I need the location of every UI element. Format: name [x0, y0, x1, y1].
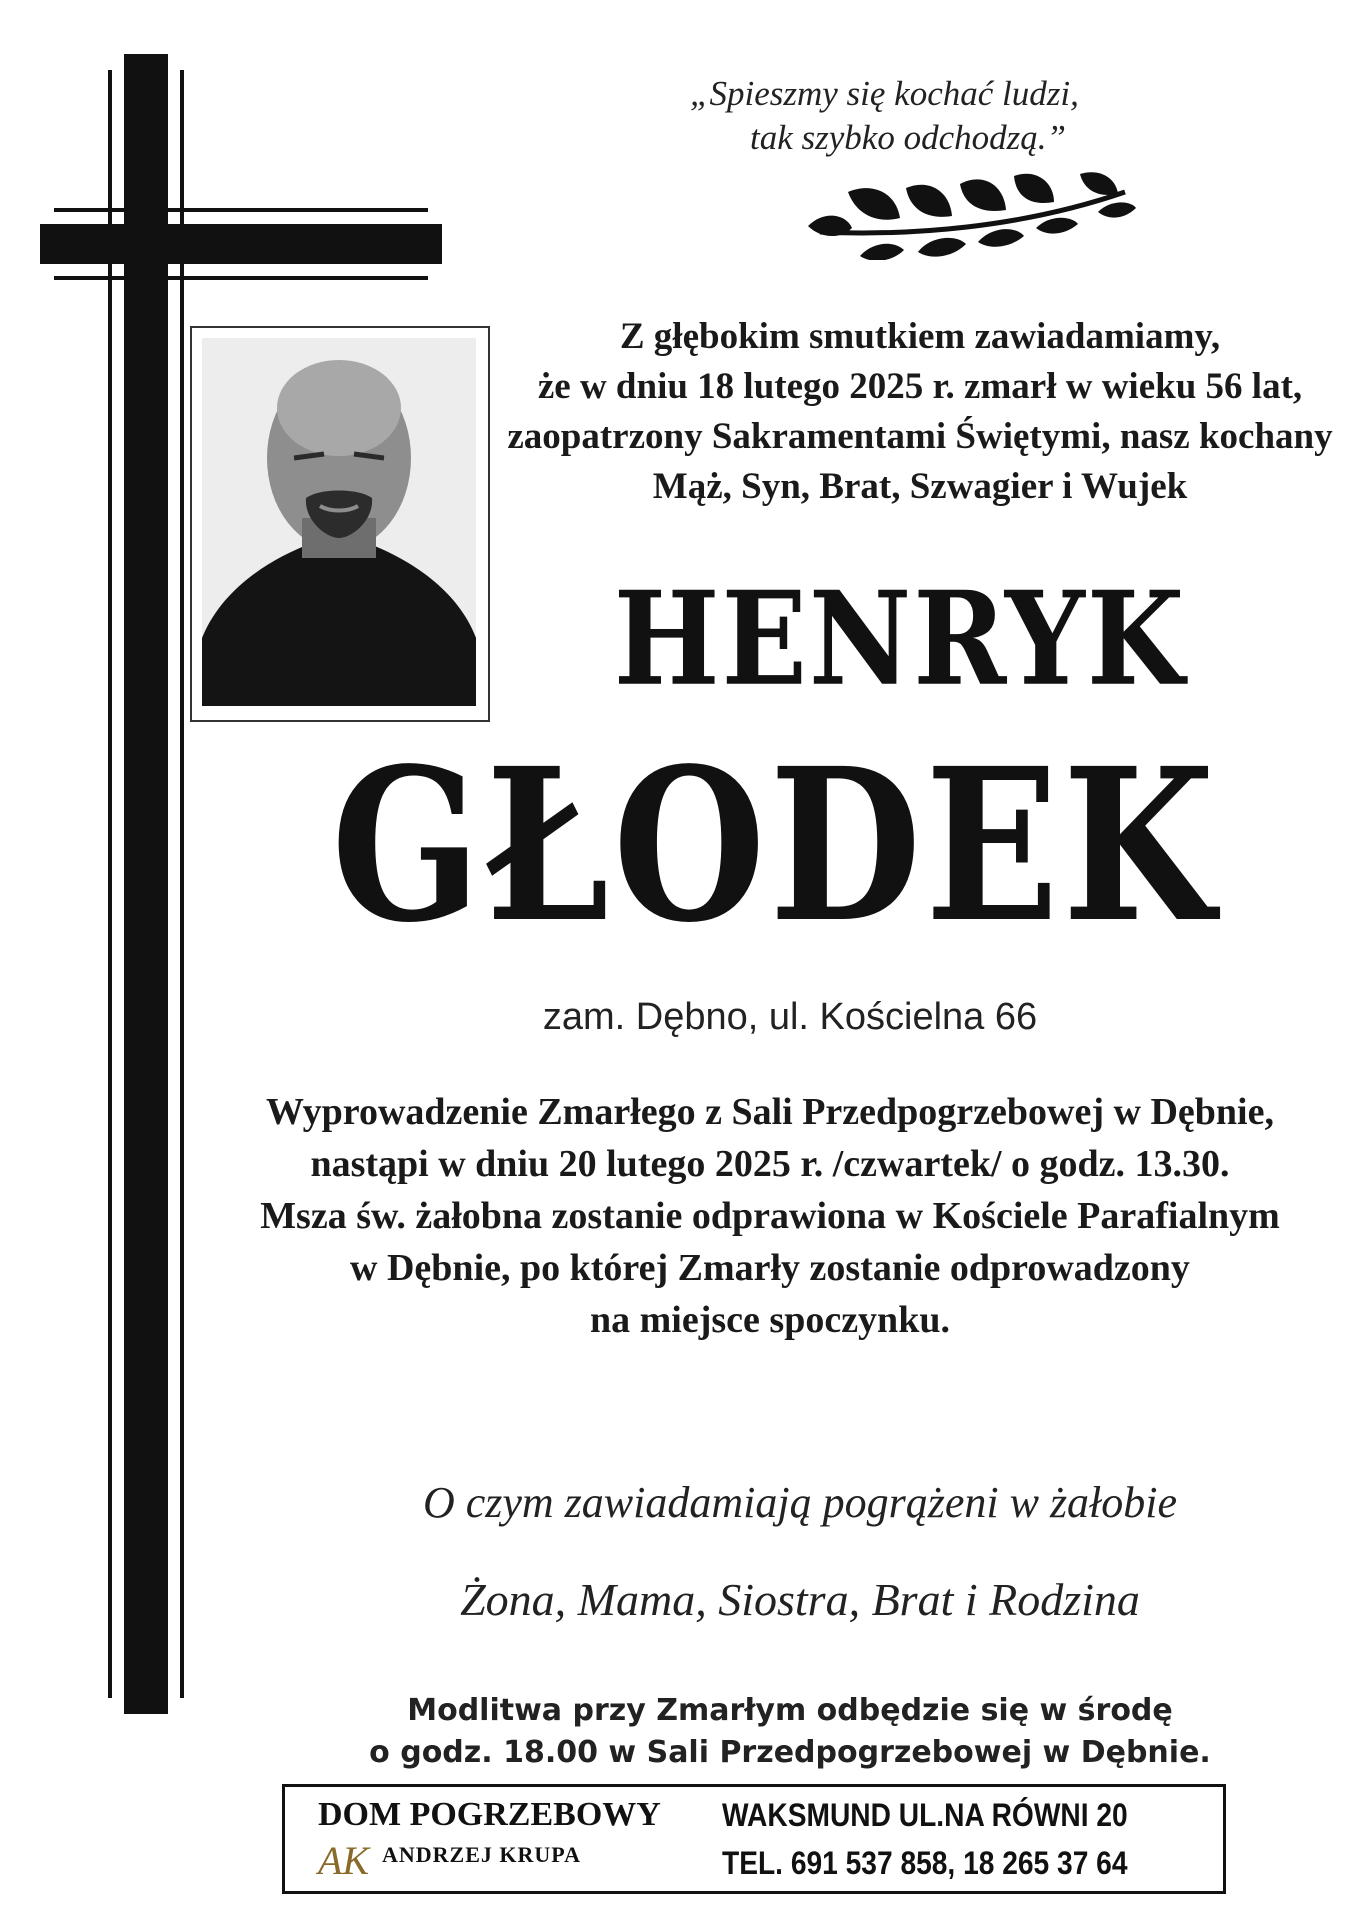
announcement: [490, 312, 1350, 512]
prayer-line-2: o godz. 18.00 w Sali Przedpogrzebowej w Dębnie.: [369, 1735, 1211, 1770]
cross-horizontal-beam: [40, 224, 442, 264]
announcement-line-3: zaopatrzony Sakramentami Świętymi, nasz kochany: [507, 416, 1333, 457]
announcement-line-2: że w dniu 18 lutego 2025 r. zmarł w wieku 56 lat,: [537, 366, 1303, 407]
funeral-line-5: na miejsce spoczynku.: [590, 1299, 950, 1341]
quote: [690, 72, 1250, 160]
ak-monogram-icon: [316, 1836, 380, 1884]
cross-vertical-beam: [124, 54, 168, 1714]
funeral-home-name: DOM POGRZEBOWY: [318, 1796, 661, 1833]
cross-vertical-outline-left: [108, 70, 112, 1698]
deceased-address: zam. Dębno, ul. Kościelna 66: [542, 996, 1038, 1038]
announcement-line-4: Mąż, Syn, Brat, Szwagier i Wujek: [652, 466, 1188, 507]
funeral-home-address: WAKSMUND UL.NA RÓWNI 20: [722, 1797, 1128, 1833]
funeral-details: [190, 1086, 1350, 1346]
funeral-line-3: Msza św. żałobna zostanie odprawiona w Kościele Parafialnym: [260, 1195, 1280, 1237]
family-line: Żona, Mama, Siostra, Brat i Rodzina: [460, 1574, 1140, 1625]
portrait-icon: [202, 338, 476, 706]
funeral-line-2: nastąpi w dniu 20 lutego 2025 r. /czwartek/ o godz. 13.30.: [310, 1143, 1230, 1185]
quote-line-1: „Spieszmy się kochać ludzi,: [690, 74, 1079, 113]
cross-horizontal-outline-bottom: [54, 276, 428, 280]
portrait-photo: [202, 338, 476, 706]
deceased-last-name: GŁODEK: [331, 723, 1219, 970]
cross-horizontal-outline-top: [54, 208, 428, 212]
prayer-line-1: Modlitwa przy Zmarłym odbędzie się w środę: [407, 1693, 1173, 1728]
funeral-home-phone: TEL. 691 537 858, 18 265 37 64: [722, 1845, 1128, 1881]
laurel-branch-icon: [800, 170, 1140, 260]
deceased-first-name: HENRYK: [613, 564, 1187, 715]
funeral-line-1: Wyprowadzenie Zmarłego z Sali Przedpogrzebowej w Dębnie,: [266, 1091, 1274, 1133]
prayer-info: [260, 1690, 1320, 1774]
announcement-line-1: Z głębokim smutkiem zawiadamiamy,: [619, 316, 1221, 357]
logo-letters: AK: [318, 1838, 370, 1883]
cross-vertical-outline-right: [180, 70, 184, 1698]
funeral-home-owner: ANDRZEJ KRUPA: [382, 1842, 581, 1867]
quote-line-2: tak szybko odchodzą.”: [750, 118, 1066, 157]
informing-line: O czym zawiadamiają pogrążeni w żałobie: [422, 1478, 1178, 1527]
funeral-line-4: w Dębnie, po której Zmarły zostanie odprowadzony: [350, 1247, 1190, 1289]
